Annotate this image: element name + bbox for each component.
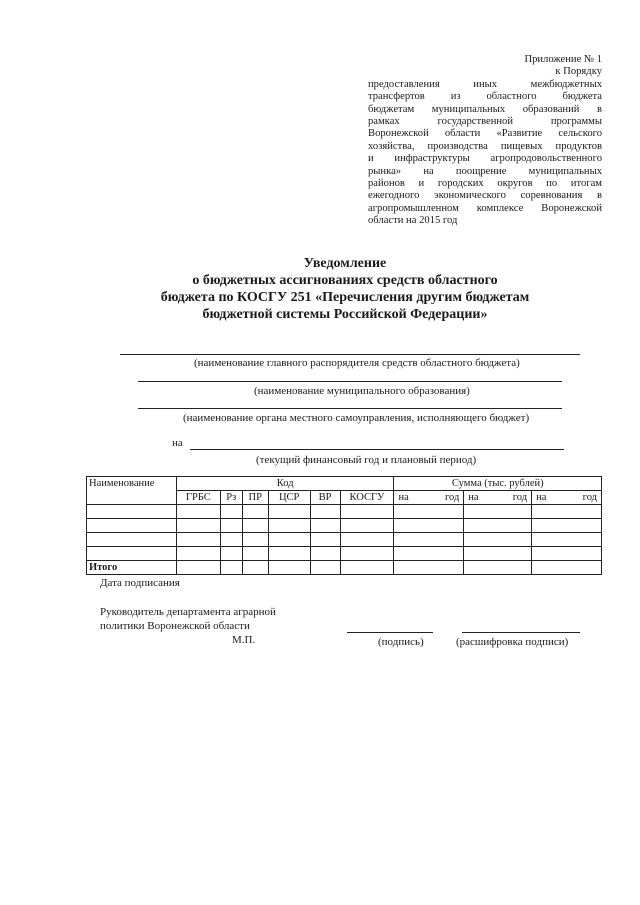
appendix-text-line: предоставления иных межбюджетных xyxy=(368,78,602,90)
code-col-rz: Рз xyxy=(220,491,242,505)
appendix-number: Приложение № 1 xyxy=(524,54,602,65)
table-cell[interactable] xyxy=(394,519,464,533)
year-prefix: на xyxy=(536,492,547,503)
table-cell[interactable] xyxy=(532,519,602,533)
table-cell[interactable] xyxy=(220,505,242,519)
code-col-grbs: ГРБС xyxy=(176,491,220,505)
table-cell[interactable] xyxy=(310,519,340,533)
table-cell[interactable] xyxy=(464,519,532,533)
stamp-label: М.П. xyxy=(232,634,256,646)
signature-fill-line[interactable] xyxy=(347,632,433,633)
table-cell[interactable] xyxy=(268,547,310,561)
year-suffix: год xyxy=(512,492,528,503)
decode-fill-line[interactable] xyxy=(462,632,580,633)
table-cell[interactable] xyxy=(464,533,532,547)
appropriations-table xyxy=(86,476,602,575)
total-row xyxy=(87,561,602,575)
year-prefix: на xyxy=(398,492,409,503)
appendix-text-line: ежегодного экономического соревнования в xyxy=(368,190,602,202)
period-caption: (текущий финансовый год и плановый период) xyxy=(256,454,477,466)
table-cell[interactable] xyxy=(176,505,220,519)
table-cell[interactable] xyxy=(310,547,340,561)
table-row xyxy=(87,519,602,533)
body-caption: (наименование органа местного самоуправления, исполняющего бюджет) xyxy=(183,412,530,424)
table-cell[interactable] xyxy=(394,505,464,519)
table-cell[interactable] xyxy=(310,533,340,547)
table-cell[interactable] xyxy=(310,561,340,575)
table-cell[interactable] xyxy=(87,519,177,533)
table-cell[interactable] xyxy=(176,519,220,533)
head-title-line2: политики Воронежской области xyxy=(100,620,250,632)
recipient-caption: (наименование главного распорядителя средств областного бюджета) xyxy=(194,357,520,369)
appendix-text-line: рынка» на поощрение муниципальных xyxy=(368,165,602,177)
code-col-vr: ВР xyxy=(310,491,340,505)
table-cell[interactable] xyxy=(268,505,310,519)
table-cell[interactable] xyxy=(220,561,242,575)
table-cell[interactable] xyxy=(394,533,464,547)
table-cell[interactable] xyxy=(176,533,220,547)
period-fill-line[interactable] xyxy=(190,449,564,450)
table-cell[interactable] xyxy=(532,533,602,547)
appendix-text-line: бюджетам муниципальных образований в xyxy=(368,103,602,115)
title-line: о бюджетных ассигнованиях средств областного xyxy=(192,273,498,288)
table-cell[interactable] xyxy=(340,561,394,575)
table-cell[interactable] xyxy=(532,547,602,561)
table-cell[interactable] xyxy=(242,533,268,547)
table-cell[interactable] xyxy=(242,505,268,519)
table-cell[interactable] xyxy=(532,505,602,519)
body-fill-line[interactable] xyxy=(138,408,562,409)
appendix-text-line: районов и городских округов по итогам xyxy=(368,178,602,190)
decode-caption: (расшифровка подписи) xyxy=(456,636,569,648)
table-cell[interactable] xyxy=(220,547,242,561)
table-row xyxy=(87,505,602,519)
table-cell[interactable] xyxy=(220,533,242,547)
table-cell[interactable] xyxy=(310,505,340,519)
appendix-text-line: и инфраструктуры агропродовольственного xyxy=(368,153,602,165)
appendix-text-line: хозяйства, производства пищевых продуктов xyxy=(368,140,602,152)
year-col-1 xyxy=(394,491,464,505)
appendix-text-line: Воронежской области «Развитие сельского xyxy=(368,128,602,140)
title-line: бюджетной системы Российской Федерации» xyxy=(202,307,488,322)
appendix-text-line: агропромышленном комплексе Воронежской xyxy=(368,202,602,214)
table-cell[interactable] xyxy=(242,547,268,561)
head-title-line1: Руководитель департамента аграрной xyxy=(100,606,276,618)
table-cell[interactable] xyxy=(242,561,268,575)
year-suffix: год xyxy=(582,492,597,503)
table-cell[interactable] xyxy=(464,505,532,519)
table-cell[interactable] xyxy=(87,533,177,547)
table-cell[interactable] xyxy=(464,561,532,575)
appendix-block xyxy=(368,54,602,228)
recipient-fill-line[interactable] xyxy=(120,354,580,355)
appendix-text-line: рамках государственной программы xyxy=(368,116,602,128)
code-header-cell: Код xyxy=(176,477,394,491)
table-cell[interactable] xyxy=(340,505,394,519)
appendix-order-ref: к Порядку xyxy=(555,66,602,78)
name-header-cell: Наименование xyxy=(87,477,177,505)
sum-header-cell: Сумма (тыс. рублей) xyxy=(394,477,602,491)
year-col-3 xyxy=(532,491,602,505)
table-cell[interactable] xyxy=(176,561,220,575)
municipality-caption: (наименование муниципального образования) xyxy=(254,385,470,397)
signature-caption: (подпись) xyxy=(378,636,424,648)
municipality-fill-line[interactable] xyxy=(138,381,562,382)
table-cell[interactable] xyxy=(340,533,394,547)
table-cell[interactable] xyxy=(340,547,394,561)
table-cell[interactable] xyxy=(176,547,220,561)
period-prefix: на xyxy=(172,437,183,449)
table-cell[interactable] xyxy=(394,561,464,575)
year-col-2 xyxy=(464,491,532,505)
document-title xyxy=(150,255,540,323)
date-label: Дата подписания xyxy=(100,577,180,589)
code-col-pr: ПР xyxy=(242,491,268,505)
table-cell[interactable] xyxy=(268,519,310,533)
table-cell[interactable] xyxy=(464,547,532,561)
appendix-text-line: трансфертов из областного бюджета xyxy=(368,91,602,103)
code-col-csr: ЦСР xyxy=(268,491,310,505)
year-prefix: на xyxy=(468,492,479,503)
table-cell[interactable] xyxy=(220,519,242,533)
table-cell[interactable] xyxy=(87,505,177,519)
table-cell[interactable] xyxy=(268,533,310,547)
year-suffix: год xyxy=(444,492,460,503)
table-row xyxy=(87,547,602,561)
code-col-kosgu: КОСГУ xyxy=(340,491,394,505)
table-cell[interactable] xyxy=(340,519,394,533)
title-line: бюджета по КОСГУ 251 «Перечисления другим бюджетам xyxy=(160,290,530,305)
table-cell[interactable] xyxy=(87,547,177,561)
total-label: Итого xyxy=(87,561,177,575)
table-cell[interactable] xyxy=(532,561,602,575)
table-cell[interactable] xyxy=(394,547,464,561)
table-cell[interactable] xyxy=(242,519,268,533)
table-row xyxy=(87,533,602,547)
table-cell[interactable] xyxy=(268,561,310,575)
appendix-text-last: области на 2015 год xyxy=(368,215,458,227)
title-line: Уведомление xyxy=(303,256,387,271)
